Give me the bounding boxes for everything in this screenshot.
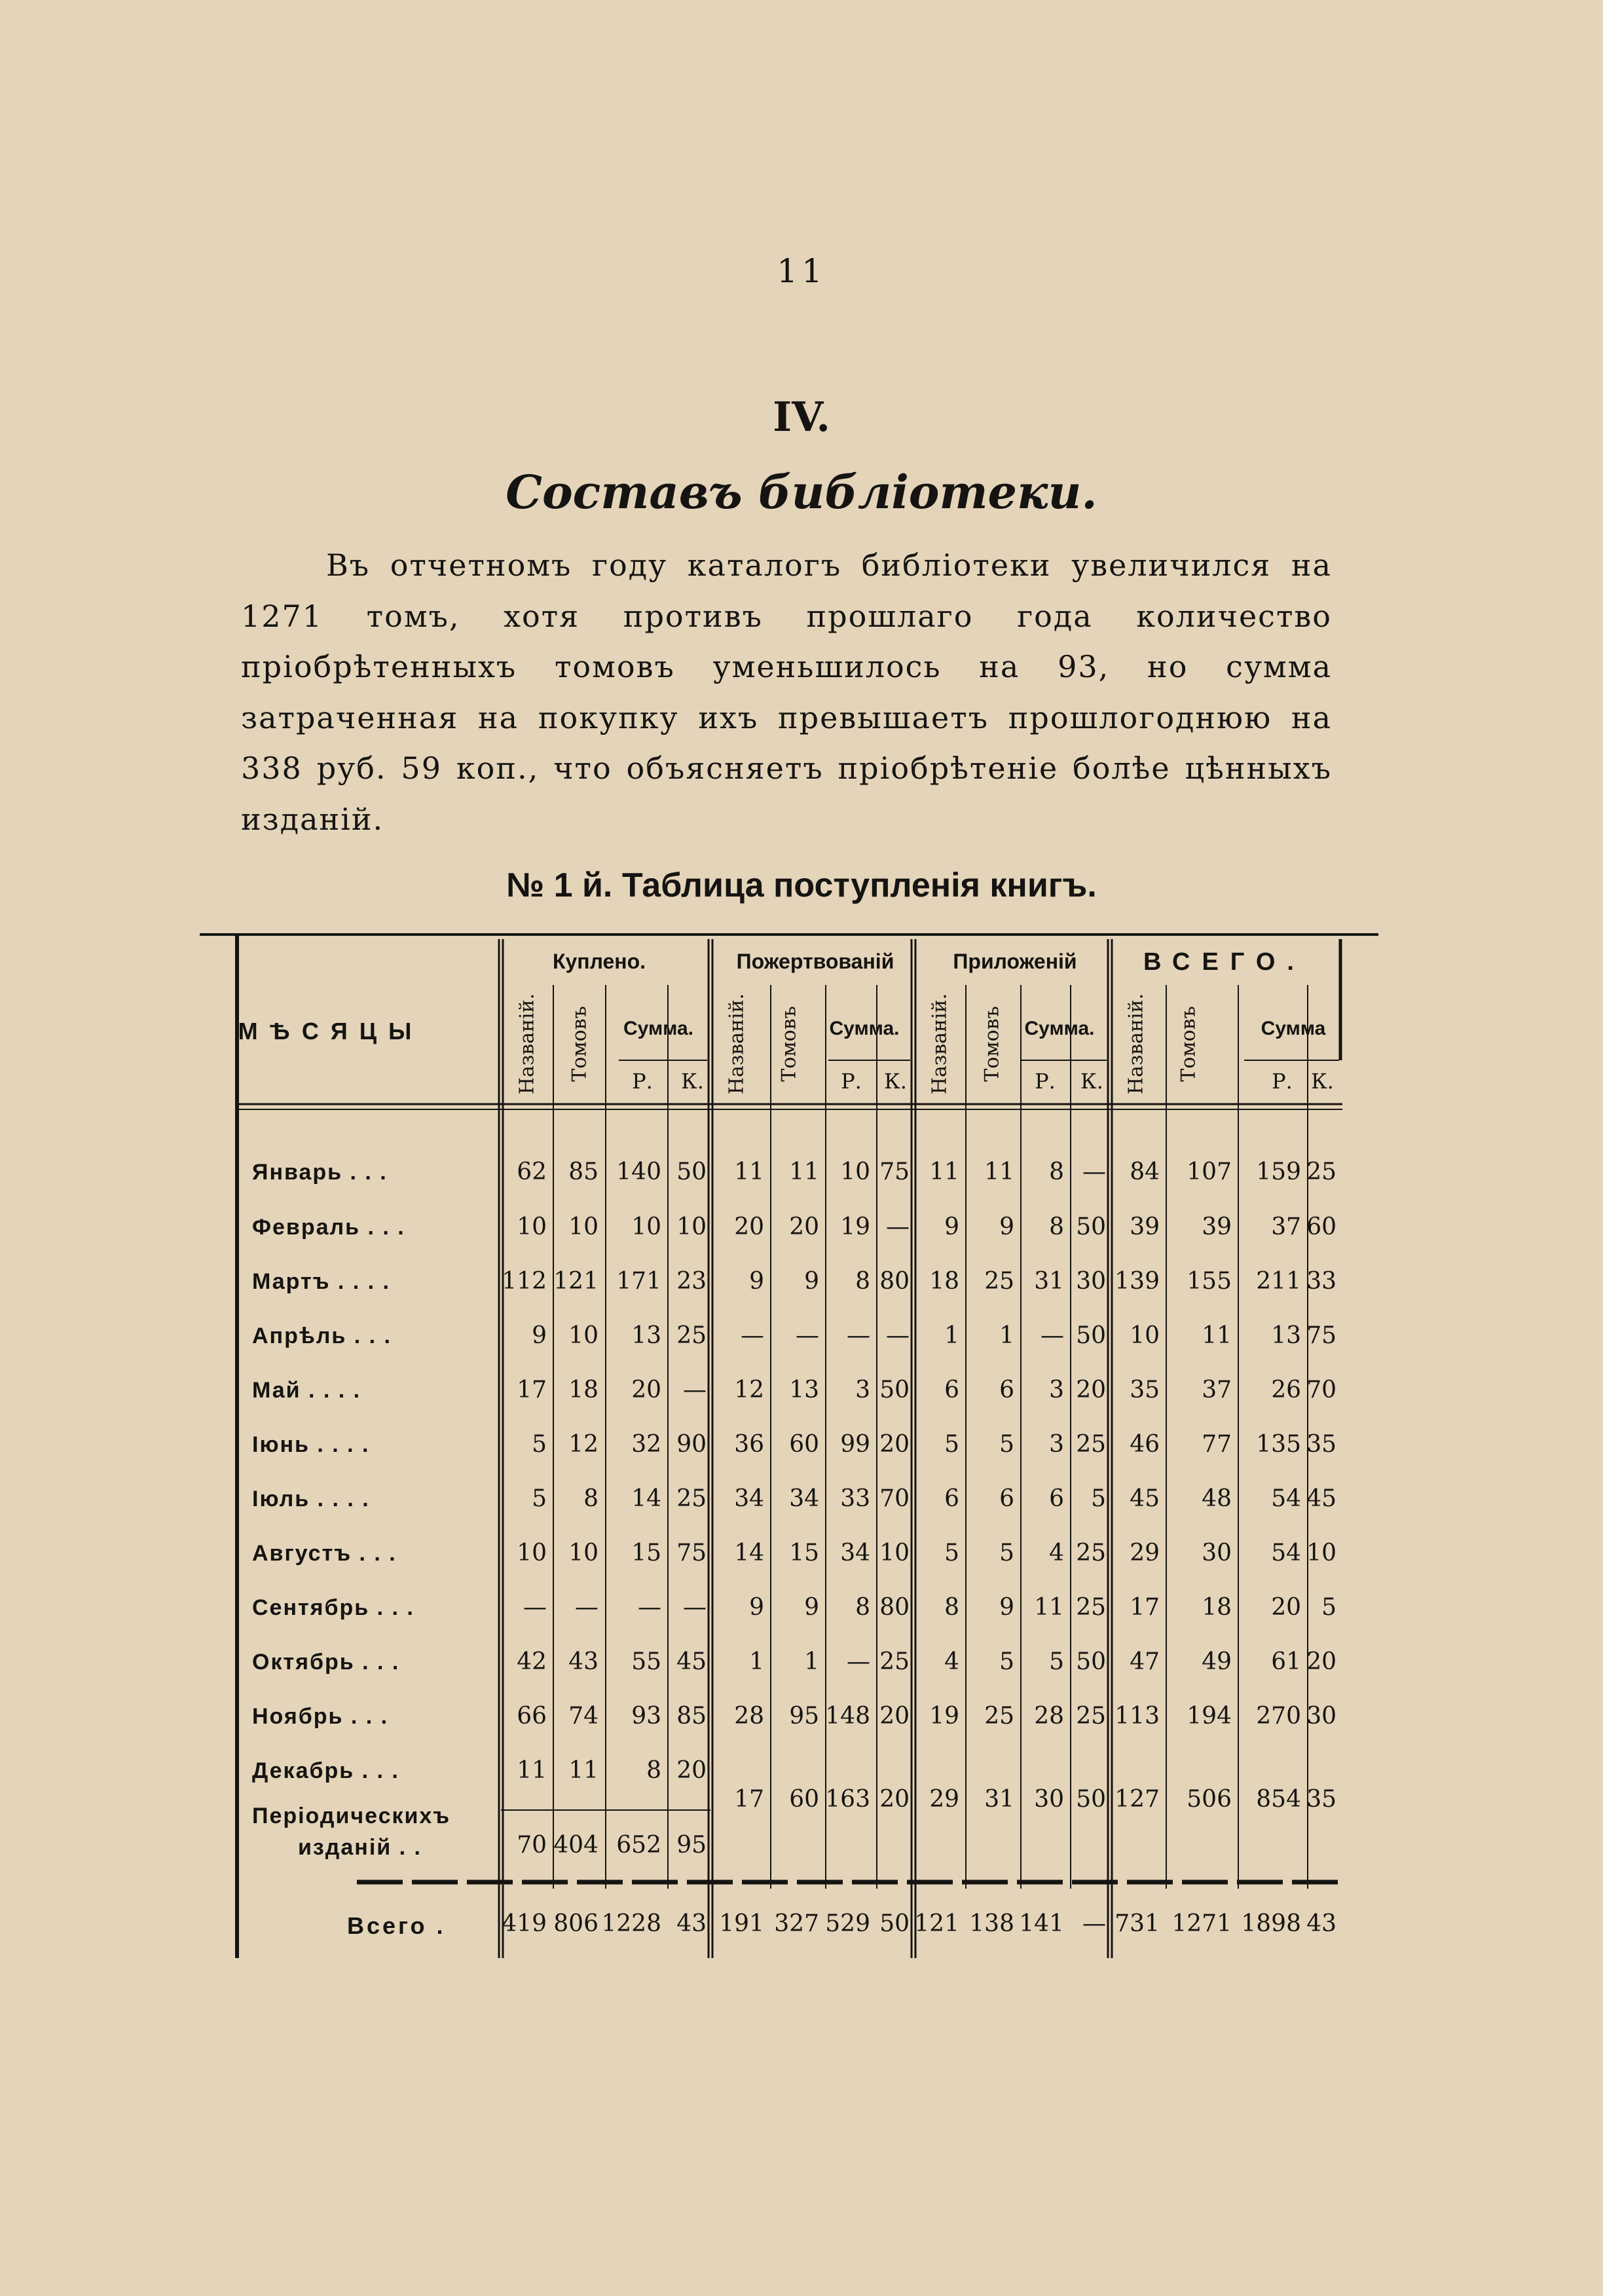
table-cell: 10: [879, 1540, 910, 1566]
table-cell: 95: [676, 1832, 707, 1859]
table-cell: 18: [1202, 1594, 1232, 1621]
table-cell: 25: [1076, 1594, 1106, 1621]
months-header: МѢСЯЦЫ: [238, 1018, 424, 1045]
table-cell: 14: [734, 1540, 764, 1566]
table-cell: 20: [1306, 1648, 1336, 1675]
table-cell: 5: [944, 1540, 959, 1566]
table-cell: 99: [840, 1431, 870, 1458]
volumes-header-bought: Томовъ: [568, 1006, 591, 1082]
group-header-total: ВСЕГО.: [1143, 948, 1306, 976]
table-cell: 1: [804, 1648, 819, 1675]
table-cell: 20: [879, 1703, 910, 1730]
table-cell: 10: [517, 1213, 547, 1240]
table-cell: 84: [1130, 1158, 1160, 1185]
table-cell: 45: [1306, 1485, 1336, 1512]
table-cell: 90: [676, 1431, 707, 1458]
sum-header-total: Сумма: [1261, 1018, 1326, 1039]
table-cell: 34: [789, 1485, 819, 1512]
table-cell: 85: [568, 1158, 599, 1185]
month-label: Апрѣль . . .: [252, 1324, 392, 1348]
table-cell: 506: [1187, 1786, 1232, 1813]
volumes-header-supplements: Томовъ: [980, 1006, 1004, 1082]
table-cell: 1898: [1241, 1910, 1301, 1937]
month-label: Декабрь . . .: [252, 1758, 399, 1783]
rubles-header-total: Р.: [1272, 1069, 1293, 1094]
table-cell: 3: [855, 1377, 870, 1403]
month-label: Іюль . . . .: [252, 1487, 370, 1511]
table-cell: 17: [517, 1377, 547, 1403]
table-cell: 31: [1034, 1268, 1064, 1295]
kopecks-header-supplements: К.: [1080, 1069, 1103, 1094]
table-cell: 10: [631, 1213, 661, 1240]
month-label: Январь . . .: [252, 1160, 388, 1185]
table-cell: 25: [1306, 1158, 1336, 1185]
table-cell: 1228: [601, 1910, 661, 1937]
table-cell: 11: [1034, 1594, 1064, 1621]
table-cell: 50: [1076, 1648, 1106, 1675]
body-paragraph: [241, 540, 1332, 845]
table-cell: 37: [1271, 1213, 1301, 1240]
table-cell: 34: [840, 1540, 870, 1566]
periodical-label-2: изданій . .: [298, 1835, 422, 1860]
volumes-header-bought-wrap: [560, 985, 599, 1103]
table-cell: —: [1082, 1158, 1106, 1185]
group-header-bought: Куплено.: [552, 950, 646, 973]
table-cell: 20: [879, 1786, 910, 1813]
table-cell: 80: [879, 1268, 910, 1295]
table-cell: 5: [999, 1540, 1014, 1566]
table-cell: 66: [517, 1703, 547, 1730]
table-cell: 70: [517, 1832, 547, 1859]
table-cell: 26: [1271, 1377, 1301, 1403]
table-cell: 39: [1130, 1213, 1160, 1240]
table-cell: 6: [1049, 1485, 1064, 1512]
month-label: Октябрь . . .: [252, 1650, 400, 1675]
table-cell: 25: [1076, 1431, 1106, 1458]
page-number: 11: [777, 252, 826, 290]
table-cell: 20: [1076, 1377, 1106, 1403]
table-cell: 50: [1076, 1322, 1106, 1349]
table-cell: 155: [1187, 1268, 1232, 1295]
table-cell: 45: [1130, 1485, 1160, 1512]
table-cell: 9: [804, 1594, 819, 1621]
table-cell: 8: [855, 1268, 870, 1295]
month-label: Сентябрь . . .: [252, 1595, 415, 1620]
table-cell: 9: [749, 1268, 764, 1295]
table-cell: 30: [1202, 1540, 1232, 1566]
table-cell: 140: [616, 1158, 661, 1185]
kopecks-header-total: К.: [1311, 1069, 1334, 1094]
table-cell: 35: [1306, 1431, 1336, 1458]
table-cell: —: [796, 1322, 819, 1349]
table-cell: 33: [840, 1485, 870, 1512]
chapter-number: IV.: [773, 393, 830, 441]
table-cell: 54: [1271, 1540, 1301, 1566]
table-cell: —: [523, 1594, 547, 1621]
table-cell: 15: [789, 1540, 819, 1566]
table-cell: 20: [631, 1377, 661, 1403]
table-cell: 31: [984, 1786, 1014, 1813]
sum-header-bought: Сумма.: [623, 1018, 693, 1039]
table-cell: 9: [944, 1213, 959, 1240]
table-cell: 35: [1306, 1786, 1336, 1813]
month-label: Февраль . . .: [252, 1215, 405, 1240]
table-cell: 70: [879, 1485, 910, 1512]
table-cell: 4: [944, 1648, 959, 1675]
table-cell: 93: [631, 1703, 661, 1730]
table-cell: —: [683, 1594, 707, 1621]
table-cell: 19: [840, 1213, 870, 1240]
table-cell: 112: [502, 1268, 547, 1295]
table-cell: 20: [734, 1213, 764, 1240]
table-cell: 139: [1115, 1268, 1160, 1295]
table-cell: 8: [583, 1485, 599, 1512]
table-cell: —: [575, 1594, 599, 1621]
table-cell: 121: [914, 1910, 959, 1937]
table-cell: 85: [676, 1703, 707, 1730]
table-cell: 135: [1256, 1431, 1301, 1458]
table-cell: —: [741, 1322, 764, 1349]
table-cell: 95: [789, 1703, 819, 1730]
table-cell: 37: [1202, 1377, 1232, 1403]
table-cell: 10: [1306, 1540, 1336, 1566]
table-cell: 1271: [1171, 1910, 1232, 1937]
names-header-donated-wrap: [717, 985, 756, 1103]
table-cell: 9: [749, 1594, 764, 1621]
table-cell: 50: [879, 1377, 910, 1403]
table-cell: 148: [825, 1703, 870, 1730]
table-cell: —: [847, 1648, 870, 1675]
table-cell: 13: [1271, 1322, 1301, 1349]
table-cell: 25: [676, 1485, 707, 1512]
group-header-donated: Пожертвованій: [736, 950, 894, 973]
names-header-supplements-wrap: [920, 985, 959, 1103]
table-cell: 30: [1034, 1786, 1064, 1813]
table-cell: 8: [1049, 1158, 1064, 1185]
table-cell: 9: [999, 1213, 1014, 1240]
table-cell: 25: [879, 1648, 910, 1675]
table-cell: 9: [532, 1322, 547, 1349]
table-cell: 11: [734, 1158, 764, 1185]
table-cell: 75: [879, 1158, 910, 1185]
volumes-header-total: Томовъ: [1177, 1006, 1200, 1082]
table-cell: 62: [517, 1158, 547, 1185]
names-header-total-wrap: [1116, 985, 1156, 1103]
table-cell: 11: [929, 1158, 959, 1185]
periodical-label-1: Періодическихъ: [252, 1804, 451, 1828]
table-cell: 15: [631, 1540, 661, 1566]
table-cell: 4: [1049, 1540, 1064, 1566]
table-cell: 419: [502, 1910, 547, 1937]
kopecks-header-bought: К.: [681, 1069, 704, 1094]
table-cell: 25: [984, 1703, 1014, 1730]
table-cell: 191: [719, 1910, 764, 1937]
table-title: № 1 й. Таблица поступленія книгъ.: [506, 866, 1097, 904]
table-cell: 43: [676, 1910, 707, 1937]
volumes-header-supplements-wrap: [972, 985, 1012, 1103]
table-cell: 50: [1076, 1786, 1106, 1813]
table-cell: 29: [1130, 1540, 1160, 1566]
table-cell: 8: [944, 1594, 959, 1621]
table-cell: 13: [789, 1377, 819, 1403]
table-cell: 42: [517, 1648, 547, 1675]
table-cell: 107: [1187, 1158, 1232, 1185]
rubles-header-donated: Р.: [841, 1069, 862, 1094]
table-cell: 45: [676, 1648, 707, 1675]
table-cell: 11: [1202, 1322, 1232, 1349]
table-cell: 13: [631, 1322, 661, 1349]
table-cell: —: [1082, 1910, 1106, 1937]
table-cell: 404: [553, 1832, 599, 1859]
table-cell: 23: [676, 1268, 707, 1295]
table-cell: 731: [1115, 1910, 1160, 1937]
table-cell: 11: [517, 1757, 547, 1784]
names-header-bought-wrap: [507, 985, 547, 1103]
table-cell: 25: [1076, 1703, 1106, 1730]
table-cell: 18: [568, 1377, 599, 1403]
table-cell: 9: [804, 1268, 819, 1295]
month-label: Май . . . .: [252, 1378, 361, 1403]
table-cell: 141: [1019, 1910, 1064, 1937]
table-cell: 10: [568, 1322, 599, 1349]
table-cell: —: [683, 1377, 707, 1403]
volumes-header-donated: Томовъ: [777, 1006, 801, 1082]
month-label: Іюнь . . . .: [252, 1432, 370, 1457]
acquisitions-table: [200, 933, 1378, 1958]
table-cell: 30: [1306, 1703, 1336, 1730]
table-cell: 77: [1202, 1431, 1232, 1458]
table-cell: 529: [825, 1910, 870, 1937]
table-cell: 20: [879, 1431, 910, 1458]
table-cell: 32: [631, 1431, 661, 1458]
month-label: Мартъ . . . .: [252, 1269, 390, 1294]
table-cell: —: [886, 1322, 910, 1349]
table-cell: 25: [1076, 1540, 1106, 1566]
table-cell: 652: [616, 1832, 661, 1859]
table-cell: 60: [789, 1431, 819, 1458]
table-cell: 159: [1256, 1158, 1301, 1185]
table-cell: 28: [1034, 1703, 1064, 1730]
table-cell: 6: [999, 1485, 1014, 1512]
table-cell: 36: [734, 1431, 764, 1458]
table-cell: 20: [1271, 1594, 1301, 1621]
table-cell: 20: [676, 1757, 707, 1784]
table-cell: 6: [944, 1377, 959, 1403]
group-header-supplements: Приложеній: [953, 950, 1077, 973]
table-cell: 327: [774, 1910, 819, 1937]
table-cell: 6: [944, 1485, 959, 1512]
table-cell: 35: [1130, 1377, 1160, 1403]
table-cell: 29: [929, 1786, 959, 1813]
table-cell: 113: [1115, 1703, 1160, 1730]
table-cell: 5: [999, 1431, 1014, 1458]
table-cell: 1: [999, 1322, 1014, 1349]
table-cell: 11: [789, 1158, 819, 1185]
table-cell: 270: [1256, 1703, 1301, 1730]
table-cell: 48: [1202, 1485, 1232, 1512]
table-cell: 5: [1321, 1594, 1336, 1621]
table-cell: 75: [1306, 1322, 1336, 1349]
table-cell: 61: [1271, 1648, 1301, 1675]
table-cell: 11: [568, 1757, 599, 1784]
paragraph-text: Въ отчетномъ году каталогъ библіотеки увеличился на 1271 томъ, хотя противъ прошлаго года количество пріобрѣтенныхъ томовъ уменьшилось на 93, но сумма затраченная на покупку ихъ превышаетъ прошлогоднюю на 338 руб. 59 коп., что объясняетъ пріобрѣтеніе болѣе цѣнныхъ изданій.: [241, 547, 1332, 837]
table-cell: 10: [840, 1158, 870, 1185]
rubles-header-supplements: Р.: [1035, 1069, 1056, 1094]
table-cell: 171: [616, 1268, 661, 1295]
table-cell: 854: [1256, 1786, 1301, 1813]
sum-header-donated: Сумма.: [829, 1018, 900, 1039]
table-cell: —: [847, 1322, 870, 1349]
month-label: Ноябрь . . .: [252, 1704, 389, 1729]
table-cell: 25: [676, 1322, 707, 1349]
table-cell: 12: [734, 1377, 764, 1403]
names-header-total: Названій.: [1124, 993, 1148, 1095]
table-cell: 28: [734, 1703, 764, 1730]
table-cell: 9: [999, 1594, 1014, 1621]
table-cell: —: [886, 1213, 910, 1240]
table-cell: 11: [984, 1158, 1014, 1185]
table-cell: 1: [749, 1648, 764, 1675]
table-cell: 54: [1271, 1485, 1301, 1512]
table-cell: 10: [676, 1213, 707, 1240]
sum-header-supplements: Сумма.: [1024, 1018, 1095, 1039]
names-header-bought: Названій.: [515, 993, 539, 1095]
table-cell: 12: [568, 1431, 599, 1458]
table-cell: 10: [568, 1540, 599, 1566]
table-cell: 18: [929, 1268, 959, 1295]
table-cell: 5: [532, 1485, 547, 1512]
table-cell: 60: [789, 1786, 819, 1813]
table-cell: 43: [1306, 1910, 1336, 1937]
total-row-label: Всего .: [347, 1912, 446, 1939]
table-cell: 55: [631, 1648, 661, 1675]
volumes-header-total-wrap: [1169, 985, 1208, 1103]
kopecks-header-donated: К.: [884, 1069, 907, 1094]
names-header-donated: Названій.: [725, 993, 748, 1095]
table-cell: 34: [734, 1485, 764, 1512]
table-cell: 50: [676, 1158, 707, 1185]
table-cell: 5: [1049, 1648, 1064, 1675]
table-cell: 8: [855, 1594, 870, 1621]
table-cell: 17: [734, 1786, 764, 1813]
table-cell: 138: [969, 1910, 1014, 1937]
section-heading: Составъ библіотеки.: [506, 465, 1097, 519]
table-cell: 5: [999, 1648, 1014, 1675]
table-cell: 211: [1256, 1268, 1301, 1295]
table-cell: 10: [517, 1540, 547, 1566]
table-cell: 14: [631, 1485, 661, 1512]
table-cell: 39: [1202, 1213, 1232, 1240]
table-cell: 127: [1115, 1786, 1160, 1813]
table-cell: 20: [789, 1213, 819, 1240]
table-cell: 70: [1306, 1377, 1336, 1403]
table-cell: 74: [568, 1703, 599, 1730]
table-cell: 3: [1049, 1377, 1064, 1403]
table-cell: 43: [568, 1648, 599, 1675]
table-cell: —: [638, 1594, 661, 1621]
table-cell: —: [1041, 1322, 1064, 1349]
table-cell: 49: [1202, 1648, 1232, 1675]
table-cell: 80: [879, 1594, 910, 1621]
volumes-header-donated-wrap: [769, 985, 809, 1103]
table-cell: 121: [553, 1268, 599, 1295]
table-cell: 19: [929, 1703, 959, 1730]
table-cell: 10: [568, 1213, 599, 1240]
table-cell: 5: [1091, 1485, 1106, 1512]
table-cell: 33: [1306, 1268, 1336, 1295]
table-cell: 194: [1187, 1703, 1232, 1730]
table-cell: 163: [825, 1786, 870, 1813]
table-cell: 47: [1130, 1648, 1160, 1675]
table-cell: 50: [879, 1910, 910, 1937]
table-cell: 6: [999, 1377, 1014, 1403]
rubles-header-bought: Р.: [632, 1069, 653, 1094]
table-cell: 806: [553, 1910, 599, 1937]
table-cell: 5: [532, 1431, 547, 1458]
table-cell: 17: [1130, 1594, 1160, 1621]
table-cell: 5: [944, 1431, 959, 1458]
table-cell: 46: [1130, 1431, 1160, 1458]
table-cell: 8: [646, 1757, 661, 1784]
table-cell: 30: [1076, 1268, 1106, 1295]
table-cell: 25: [984, 1268, 1014, 1295]
table-cell: 8: [1049, 1213, 1064, 1240]
month-label: Августъ . . .: [252, 1541, 397, 1566]
table-cell: 10: [1130, 1322, 1160, 1349]
table-cell: 3: [1049, 1431, 1064, 1458]
table-cell: 50: [1076, 1213, 1106, 1240]
table-cell: 75: [676, 1540, 707, 1566]
names-header-supplements: Названій.: [928, 993, 951, 1095]
table-cell: 1: [944, 1322, 959, 1349]
table-cell: 60: [1306, 1213, 1336, 1240]
